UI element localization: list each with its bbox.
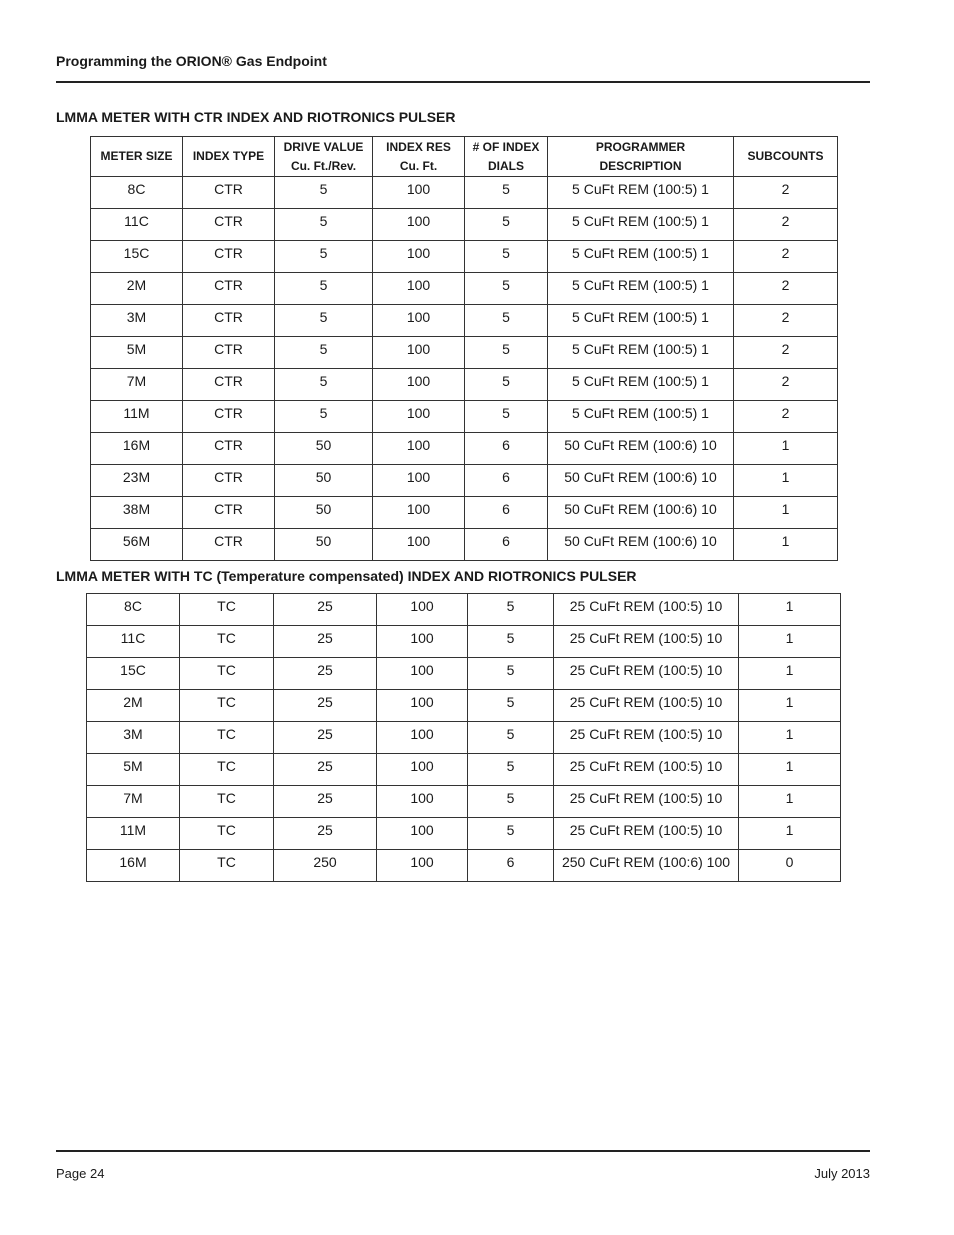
table-cell: 100 <box>373 497 465 529</box>
table-cell: CTR <box>183 401 275 433</box>
table-cell: TC <box>180 594 274 626</box>
table-cell: 100 <box>377 754 468 786</box>
table-cell: 25 <box>274 818 377 850</box>
table-cell: 6 <box>465 433 548 465</box>
table-cell: TC <box>180 786 274 818</box>
table-cell: 2 <box>734 177 838 209</box>
table-cell: 11M <box>91 401 183 433</box>
table-header-row <box>91 137 838 177</box>
table-cell: 25 CuFt REM (100:5) 10 <box>554 786 739 818</box>
table-cell: 1 <box>734 497 838 529</box>
table-cell: 50 CuFt REM (100:6) 10 <box>548 529 734 561</box>
table-cell: 2M <box>87 690 180 722</box>
column-header-line: INDEX RES <box>386 139 451 154</box>
table-cell: 11C <box>91 209 183 241</box>
table-cell: 5 <box>275 177 373 209</box>
table-cell: 5 <box>275 305 373 337</box>
table-cell: 6 <box>465 497 548 529</box>
table-cell: CTR <box>183 177 275 209</box>
column-header <box>183 137 275 177</box>
table-cell: 1 <box>739 786 841 818</box>
table-cell: 100 <box>373 369 465 401</box>
table-cell: TC <box>180 658 274 690</box>
table-cell: CTR <box>183 529 275 561</box>
table-cell: 15C <box>91 241 183 273</box>
table-row <box>87 786 841 818</box>
table-cell: 3M <box>91 305 183 337</box>
table-cell: 5 <box>468 786 554 818</box>
table-cell: 16M <box>91 433 183 465</box>
column-header-line: DRIVE VALUE <box>283 139 364 154</box>
table-cell: 7M <box>87 786 180 818</box>
table-row <box>87 754 841 786</box>
table-cell: CTR <box>183 369 275 401</box>
table-cell: 38M <box>91 497 183 529</box>
table-row <box>91 529 838 561</box>
header-divider <box>56 81 870 83</box>
table-row <box>87 818 841 850</box>
table-cell: TC <box>180 690 274 722</box>
table-cell: 25 CuFt REM (100:5) 10 <box>554 722 739 754</box>
table-cell: 25 CuFt REM (100:5) 10 <box>554 754 739 786</box>
table-cell: 5 <box>468 658 554 690</box>
table-cell: 8C <box>87 594 180 626</box>
table-cell: TC <box>180 818 274 850</box>
table-cell: 1 <box>739 594 841 626</box>
table-cell: 50 <box>275 465 373 497</box>
table-cell: 2 <box>734 401 838 433</box>
column-header-line: METER SIZE <box>100 149 173 163</box>
table-cell: 25 CuFt REM (100:5) 10 <box>554 658 739 690</box>
table-cell: 5 <box>275 241 373 273</box>
column-header-line: INDEX TYPE <box>192 149 265 163</box>
table-cell: 5 <box>275 209 373 241</box>
tc-table-title: LMMA METER WITH TC (Temperature compensated) INDEX AND RIOTRONICS PULSER <box>56 568 637 584</box>
table-cell: 56M <box>91 529 183 561</box>
table-cell: 25 CuFt REM (100:5) 10 <box>554 626 739 658</box>
table-cell: TC <box>180 754 274 786</box>
table-cell: 23M <box>91 465 183 497</box>
tc-table-body <box>87 594 841 882</box>
table-cell: 5 <box>275 369 373 401</box>
table-cell: 100 <box>373 209 465 241</box>
table-cell: 100 <box>377 722 468 754</box>
table-cell: 0 <box>739 850 841 882</box>
table-cell: 15C <box>87 658 180 690</box>
table-cell: 25 CuFt REM (100:5) 10 <box>554 690 739 722</box>
table-cell: 100 <box>373 529 465 561</box>
table-row <box>91 401 838 433</box>
table-cell: 100 <box>373 305 465 337</box>
table-cell: 2 <box>734 241 838 273</box>
table-cell: 5 <box>465 241 548 273</box>
table-cell: 25 <box>274 786 377 818</box>
ctr-table-body <box>91 177 838 561</box>
table-row <box>91 177 838 209</box>
page-header-title: Programming the ORION® Gas Endpoint <box>56 53 327 69</box>
table-cell: CTR <box>183 273 275 305</box>
table-cell: 1 <box>739 658 841 690</box>
table-cell: 100 <box>377 818 468 850</box>
table-row <box>87 722 841 754</box>
table-row <box>87 850 841 882</box>
table-cell: TC <box>180 722 274 754</box>
table-cell: 1 <box>739 722 841 754</box>
column-header <box>373 137 465 177</box>
table-cell: 1 <box>734 529 838 561</box>
table-cell: 5 <box>468 754 554 786</box>
table-cell: 7M <box>91 369 183 401</box>
table-row <box>87 594 841 626</box>
table-cell: 50 CuFt REM (100:6) 10 <box>548 465 734 497</box>
table-cell: 11C <box>87 626 180 658</box>
table-cell: 100 <box>373 401 465 433</box>
table-cell: 2 <box>734 337 838 369</box>
table-cell: 11M <box>87 818 180 850</box>
table-cell: 25 <box>274 690 377 722</box>
tc-index-table <box>86 593 841 882</box>
table-cell: 100 <box>373 465 465 497</box>
table-cell: 100 <box>373 273 465 305</box>
table-cell: 1 <box>734 465 838 497</box>
table-cell: 5 <box>275 337 373 369</box>
table-cell: 100 <box>373 241 465 273</box>
table-cell: CTR <box>183 209 275 241</box>
table-cell: 5 <box>275 273 373 305</box>
table-cell: 5 <box>468 818 554 850</box>
table-cell: 50 <box>275 433 373 465</box>
table-row <box>91 273 838 305</box>
table-cell: 5 CuFt REM (100:5) 1 <box>548 305 734 337</box>
table-cell: 5 CuFt REM (100:5) 1 <box>548 209 734 241</box>
column-header <box>734 137 838 177</box>
table-row <box>91 241 838 273</box>
table-cell: 25 CuFt REM (100:5) 10 <box>554 594 739 626</box>
table-cell: 5 <box>465 209 548 241</box>
table-cell: 100 <box>377 850 468 882</box>
table-cell: 5 CuFt REM (100:5) 1 <box>548 337 734 369</box>
table-cell: 25 <box>274 658 377 690</box>
table-cell: 5 <box>275 401 373 433</box>
table-cell: 5 CuFt REM (100:5) 1 <box>548 241 734 273</box>
table-cell: 5M <box>91 337 183 369</box>
column-header-line: Cu. Ft. <box>399 158 438 173</box>
page-number: Page 24 <box>56 1166 105 1181</box>
table-cell: 25 <box>274 626 377 658</box>
table-row <box>91 209 838 241</box>
table-cell: 2 <box>734 369 838 401</box>
table-cell: 100 <box>373 177 465 209</box>
table-cell: CTR <box>183 465 275 497</box>
table-cell: 2 <box>734 305 838 337</box>
table-cell: 6 <box>465 529 548 561</box>
column-header <box>275 137 373 177</box>
table-cell: 100 <box>373 337 465 369</box>
table-cell: 100 <box>377 690 468 722</box>
table-cell: 100 <box>377 594 468 626</box>
table-cell: 1 <box>739 818 841 850</box>
table-cell: 5M <box>87 754 180 786</box>
table-cell: 5 <box>465 369 548 401</box>
table-cell: 100 <box>377 626 468 658</box>
column-header <box>91 137 183 177</box>
column-header-line: # OF INDEX <box>472 139 540 154</box>
table-row <box>91 369 838 401</box>
table-cell: 6 <box>465 465 548 497</box>
column-header <box>548 137 734 177</box>
table-cell: 5 <box>468 690 554 722</box>
table-cell: CTR <box>183 305 275 337</box>
publication-date: July 2013 <box>814 1166 870 1181</box>
table-cell: 3M <box>87 722 180 754</box>
table-cell: 50 <box>275 497 373 529</box>
table-row <box>91 465 838 497</box>
table-row <box>91 433 838 465</box>
table-cell: 2 <box>734 273 838 305</box>
table-row <box>91 497 838 529</box>
table-cell: 5 <box>468 626 554 658</box>
ctr-index-table <box>90 136 838 561</box>
table-cell: 1 <box>739 626 841 658</box>
table-cell: 5 <box>465 337 548 369</box>
table-row <box>87 658 841 690</box>
table-cell: 2M <box>91 273 183 305</box>
table-cell: 8C <box>91 177 183 209</box>
footer-divider <box>56 1150 870 1152</box>
column-header <box>465 137 548 177</box>
table-cell: 5 CuFt REM (100:5) 1 <box>548 369 734 401</box>
table-cell: CTR <box>183 433 275 465</box>
table-cell: 5 <box>465 177 548 209</box>
table-cell: 25 <box>274 594 377 626</box>
column-header-line: DIALS <box>488 158 524 173</box>
ctr-table-title: LMMA METER WITH CTR INDEX AND RIOTRONICS PULSER <box>56 109 456 125</box>
table-cell: 250 CuFt REM (100:6) 100 <box>554 850 739 882</box>
table-cell: 5 <box>468 722 554 754</box>
table-cell: 2 <box>734 209 838 241</box>
table-cell: TC <box>180 850 274 882</box>
table-cell: 25 <box>274 754 377 786</box>
table-cell: 16M <box>87 850 180 882</box>
table-cell: 1 <box>734 433 838 465</box>
table-row <box>87 690 841 722</box>
table-cell: 5 CuFt REM (100:5) 1 <box>548 401 734 433</box>
table-cell: 50 <box>275 529 373 561</box>
table-cell: CTR <box>183 241 275 273</box>
table-row <box>91 337 838 369</box>
table-cell: 5 <box>465 401 548 433</box>
table-cell: 5 <box>465 273 548 305</box>
table-cell: TC <box>180 626 274 658</box>
table-cell: 100 <box>373 433 465 465</box>
table-cell: 25 CuFt REM (100:5) 10 <box>554 818 739 850</box>
table-cell: 25 <box>274 722 377 754</box>
table-cell: 5 CuFt REM (100:5) 1 <box>548 177 734 209</box>
table-row <box>91 305 838 337</box>
table-cell: 5 <box>468 594 554 626</box>
table-cell: 1 <box>739 690 841 722</box>
column-header-line: SUBCOUNTS <box>747 149 824 163</box>
table-cell: 5 CuFt REM (100:5) 1 <box>548 273 734 305</box>
column-header-line: PROGRAMMER <box>595 139 686 154</box>
table-cell: 6 <box>468 850 554 882</box>
table-cell: 100 <box>377 658 468 690</box>
table-cell: 250 <box>274 850 377 882</box>
table-row <box>87 626 841 658</box>
column-header-line: Cu. Ft./Rev. <box>290 158 357 173</box>
table-cell: 100 <box>377 786 468 818</box>
table-cell: 5 <box>465 305 548 337</box>
table-cell: CTR <box>183 337 275 369</box>
column-header-line: DESCRIPTION <box>599 158 682 173</box>
table-cell: 50 CuFt REM (100:6) 10 <box>548 433 734 465</box>
table-cell: 1 <box>739 754 841 786</box>
table-cell: CTR <box>183 497 275 529</box>
table-cell: 50 CuFt REM (100:6) 10 <box>548 497 734 529</box>
